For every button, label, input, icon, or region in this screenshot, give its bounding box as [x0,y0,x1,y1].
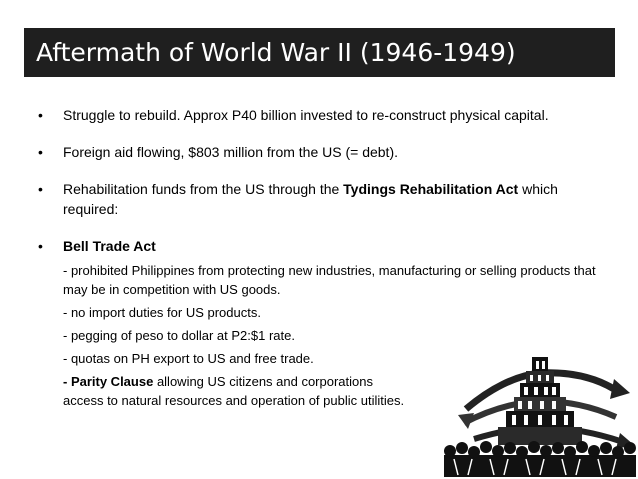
tydings-act-name: Tydings Rehabilitation Act [343,181,519,197]
bullet-marker: • [38,238,43,254]
bullet-marker: • [38,181,43,197]
parity-clause-line2: access to natural resources and operation of public utilities. [63,393,405,408]
bullet-foreign-aid [36,142,596,162]
parity-clause-label: - Parity Clause [63,374,154,389]
slide-title: Aftermath of World War II (1946-1949) [24,28,615,77]
bell-trade-act-name: Bell Trade Act [63,238,156,254]
bullet-text-post: which required: [63,181,558,217]
parity-clause-line1: allowing US citizens and corporations [153,374,373,389]
tower-crowd-illustration [444,351,636,477]
point-peso-peg: - pegging of peso to dollar at P2:$1 rate. [63,328,295,343]
point-protection: - prohibited Philippines from protecting new industries, manufacturing or selling products that may be in competition with US goods. [63,263,596,297]
bullet-tydings [36,179,596,219]
point-import-duties: - no import duties for US products. [63,305,261,320]
bullet-text-pre: Rehabilitation funds from the US through the [63,181,344,197]
point-quotas: - quotas on PH export to US and free trade. [63,351,314,366]
bullet-marker: • [38,144,43,160]
bullet-marker: • [38,107,43,123]
bullet-text: Foreign aid flowing, $803 million from the US (= debt). [63,144,398,160]
bullet-bell-trade-act [36,236,596,256]
bullet-rebuild [36,105,596,125]
bullet-text: Struggle to rebuild. Approx P40 billion invested to re-construct physical capital. [63,107,549,123]
